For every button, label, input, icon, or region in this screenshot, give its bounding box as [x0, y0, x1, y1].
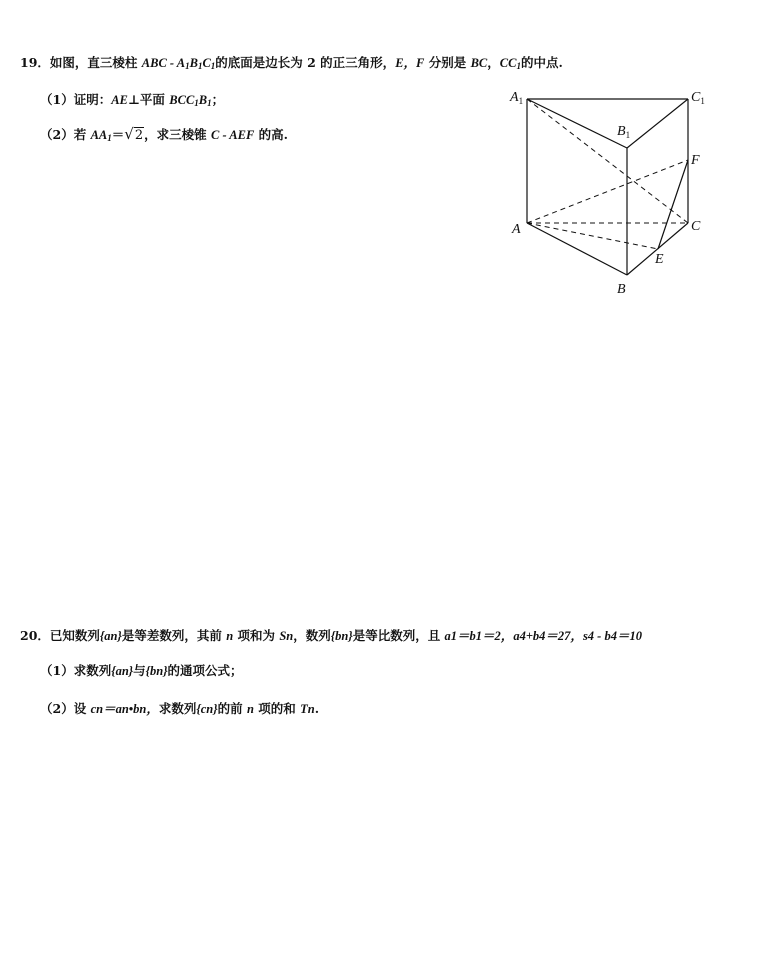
q19-prism-name: ABC - $A_1B_1C_1$	[141, 56, 216, 71]
edge-B1-C1	[627, 99, 688, 148]
label-C1: $C_1$	[691, 90, 705, 106]
q20-stem: 20．已知数列{an}是等差数列，其前 n 项和为 Sn，数列{bn}是等比数列，且 a1＝b1＝2，a4+b4＝27，s4 - b4＝10	[20, 628, 642, 643]
q20-part1: （1）求数列{an}与{bn}的通项公式；	[40, 663, 243, 678]
sqrt-two: √2	[124, 125, 144, 143]
q19-part2: （2）若 $AA_1=√2$，求三棱锥 C - AEF 的高.	[40, 125, 288, 143]
prism-figure	[505, 82, 725, 302]
label-A: A	[512, 222, 521, 237]
q20-part2: （2）设 cn＝an•bn，求数列{cn}的前 n 项的和 Tn.	[40, 701, 320, 716]
edge-B-C	[627, 223, 688, 275]
q19-part1: （1）证明：AE⊥平面 $BCC_1B_1$；	[40, 92, 225, 108]
label-A1: $A_1$	[510, 90, 524, 106]
label-C: C	[691, 219, 701, 234]
hidden-A-F	[527, 160, 688, 223]
edge-A-B	[527, 223, 627, 275]
hidden-A1-C	[527, 99, 688, 223]
label-F: F	[691, 153, 700, 168]
hidden-A-E	[527, 223, 658, 249]
label-E: E	[655, 252, 664, 267]
label-B: B	[617, 282, 626, 297]
q19-stem-text: 如图，直三棱柱	[49, 55, 138, 70]
edge-A1-B1	[527, 99, 627, 148]
q19-number: 19．	[20, 55, 50, 70]
q19-stem: 19．如图，直三棱柱 ABC - $A_1B_1C_1$的底面是边长为 2 的正三角形，E，F 分别是 BC，$CC_1$的中点.	[20, 55, 563, 71]
label-B1: $B_1$	[617, 124, 631, 140]
